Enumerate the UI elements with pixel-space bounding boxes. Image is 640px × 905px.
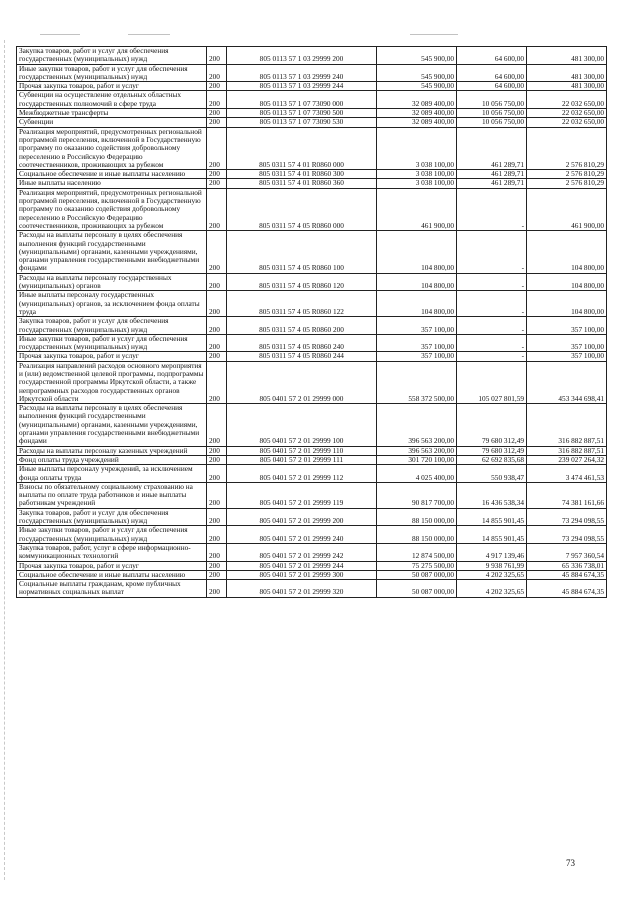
row-dept-code: 200 — [207, 170, 227, 179]
handwritten-mark — [410, 34, 458, 41]
table-row — [17, 317, 607, 335]
row-approved-amount: 4 025 400,00 — [377, 465, 457, 483]
row-budget-code: 805 0401 57 2 01 29999 240 — [227, 526, 377, 544]
row-name: Реализация направлений расходов основного мероприятия и (или) ведомственной целевой программы, подпрограммы государственной программы Иркутской области, а также непрограммных расходов государственных органов Иркутской области — [17, 361, 207, 403]
row-approved-amount: 104 800,00 — [377, 291, 457, 317]
row-budget-code: 805 0113 57 1 07 73090 530 — [227, 118, 377, 127]
row-remaining-amount: 45 884 674,35 — [527, 570, 607, 579]
row-dept-code: 200 — [207, 91, 227, 109]
table-row — [17, 47, 607, 65]
row-approved-amount: 88 150 000,00 — [377, 526, 457, 544]
row-name: Иные закупки товаров, работ и услуг для обеспечения государственных (муниципальных) нужд — [17, 64, 207, 82]
page-number: 73 — [566, 858, 575, 868]
row-executed-amount: - — [457, 188, 527, 230]
budget-execution-table — [16, 46, 607, 598]
table-row — [17, 543, 607, 561]
row-dept-code: 200 — [207, 446, 227, 455]
table-row — [17, 570, 607, 579]
row-executed-amount: 4 202 325,65 — [457, 580, 527, 598]
table-row — [17, 231, 607, 273]
row-approved-amount: 104 800,00 — [377, 273, 457, 291]
row-executed-amount: - — [457, 317, 527, 335]
row-approved-amount: 545 900,00 — [377, 82, 457, 91]
table-row — [17, 91, 607, 109]
row-budget-code: 805 0113 57 1 07 73090 000 — [227, 91, 377, 109]
row-budget-code: 805 0401 57 2 01 29999 242 — [227, 543, 377, 561]
row-executed-amount: 461 289,71 — [457, 170, 527, 179]
table-row — [17, 465, 607, 483]
table-row — [17, 508, 607, 526]
row-remaining-amount: 74 381 161,66 — [527, 482, 607, 508]
row-budget-code: 805 0401 57 2 01 29999 000 — [227, 361, 377, 403]
row-remaining-amount: 2 576 810,29 — [527, 179, 607, 188]
binding-margin-mark — [4, 40, 6, 880]
table-row — [17, 404, 607, 446]
row-dept-code: 200 — [207, 64, 227, 82]
row-name: Иные закупки товаров, работ и услуг для обеспечения государственных (муниципальных) нужд — [17, 334, 207, 352]
row-remaining-amount: 357 100,00 — [527, 334, 607, 352]
table-body — [17, 47, 607, 598]
row-name: Закупка товаров, работ и услуг для обеспечения государственных (муниципальных) нужд — [17, 47, 207, 65]
row-remaining-amount: 2 576 810,29 — [527, 127, 607, 169]
row-dept-code: 200 — [207, 118, 227, 127]
row-executed-amount: 79 680 312,49 — [457, 404, 527, 446]
row-budget-code: 805 0113 57 1 03 29999 200 — [227, 47, 377, 65]
row-dept-code: 200 — [207, 465, 227, 483]
row-remaining-amount: 22 032 650,00 — [527, 109, 607, 118]
row-budget-code: 805 0113 57 1 07 73090 500 — [227, 109, 377, 118]
row-executed-amount: - — [457, 334, 527, 352]
row-dept-code: 200 — [207, 82, 227, 91]
row-executed-amount: 105 027 801,59 — [457, 361, 527, 403]
row-approved-amount: 3 038 100,00 — [377, 170, 457, 179]
row-remaining-amount: 453 344 698,41 — [527, 361, 607, 403]
table-row — [17, 82, 607, 91]
table-row — [17, 118, 607, 127]
row-remaining-amount: 104 800,00 — [527, 231, 607, 273]
row-executed-amount: 4 917 139,46 — [457, 543, 527, 561]
row-remaining-amount: 22 032 650,00 — [527, 118, 607, 127]
row-remaining-amount: 104 800,00 — [527, 291, 607, 317]
row-dept-code: 200 — [207, 317, 227, 335]
row-executed-amount: - — [457, 352, 527, 361]
row-dept-code: 200 — [207, 404, 227, 446]
row-dept-code: 200 — [207, 561, 227, 570]
row-budget-code: 805 0311 57 4 01 R0860 360 — [227, 179, 377, 188]
row-remaining-amount: 2 576 810,29 — [527, 170, 607, 179]
row-approved-amount: 301 720 100,00 — [377, 455, 457, 464]
row-dept-code: 200 — [207, 231, 227, 273]
row-budget-code: 805 0401 57 2 01 29999 111 — [227, 455, 377, 464]
row-name: Закупка товаров, работ, услуг в сфере информационно-коммуникационных технологий — [17, 543, 207, 561]
row-name: Межбюджетные трансферты — [17, 109, 207, 118]
row-dept-code: 200 — [207, 570, 227, 579]
row-budget-code: 805 0401 57 2 01 29999 320 — [227, 580, 377, 598]
row-name: Иные выплаты персоналу учреждений, за исключением фонда оплаты труда — [17, 465, 207, 483]
row-dept-code: 200 — [207, 47, 227, 65]
row-approved-amount: 104 800,00 — [377, 231, 457, 273]
row-budget-code: 805 0401 57 2 01 29999 110 — [227, 446, 377, 455]
row-name: Иные выплаты персоналу государственных (муниципальных) органов, за исключением фонда оплаты труда — [17, 291, 207, 317]
handwritten-mark — [128, 34, 170, 41]
table-row — [17, 291, 607, 317]
table-row — [17, 561, 607, 570]
row-budget-code: 805 0311 57 4 01 R0860 000 — [227, 127, 377, 169]
row-budget-code: 805 0113 57 1 03 29999 244 — [227, 82, 377, 91]
row-approved-amount: 357 100,00 — [377, 334, 457, 352]
row-dept-code: 200 — [207, 526, 227, 544]
row-remaining-amount: 357 100,00 — [527, 352, 607, 361]
row-dept-code: 200 — [207, 179, 227, 188]
row-name: Расходы на выплаты персоналу казенных учреждений — [17, 446, 207, 455]
row-approved-amount: 558 372 500,00 — [377, 361, 457, 403]
table-row — [17, 455, 607, 464]
row-approved-amount: 357 100,00 — [377, 352, 457, 361]
row-remaining-amount: 481 300,00 — [527, 47, 607, 65]
row-name: Иные выплаты населению — [17, 179, 207, 188]
row-executed-amount: 14 855 901,45 — [457, 508, 527, 526]
row-remaining-amount: 3 474 461,53 — [527, 465, 607, 483]
row-remaining-amount: 357 100,00 — [527, 317, 607, 335]
row-executed-amount: 10 056 750,00 — [457, 109, 527, 118]
row-approved-amount: 50 087 000,00 — [377, 580, 457, 598]
row-dept-code: 200 — [207, 508, 227, 526]
table-row — [17, 526, 607, 544]
row-name: Взносы по обязательному социальному страхованию на выплаты по оплате труда работников и иные выплаты работникам учреждений — [17, 482, 207, 508]
row-budget-code: 805 0311 57 4 05 R0860 120 — [227, 273, 377, 291]
table-row — [17, 127, 607, 169]
row-budget-code: 805 0401 57 2 01 29999 112 — [227, 465, 377, 483]
row-name: Закупка товаров, работ и услуг для обеспечения государственных (муниципальных) нужд — [17, 508, 207, 526]
row-executed-amount: 9 938 761,99 — [457, 561, 527, 570]
row-remaining-amount: 73 294 098,55 — [527, 526, 607, 544]
table-row — [17, 334, 607, 352]
handwritten-mark — [40, 34, 80, 41]
row-remaining-amount: 7 957 360,54 — [527, 543, 607, 561]
row-budget-code: 805 0311 57 4 05 R0860 240 — [227, 334, 377, 352]
row-dept-code: 200 — [207, 127, 227, 169]
table-row — [17, 64, 607, 82]
row-executed-amount: - — [457, 273, 527, 291]
row-remaining-amount: 65 336 738,01 — [527, 561, 607, 570]
row-executed-amount: 10 056 750,00 — [457, 91, 527, 109]
table-row — [17, 179, 607, 188]
row-remaining-amount: 461 900,00 — [527, 188, 607, 230]
row-approved-amount: 396 563 200,00 — [377, 404, 457, 446]
row-name: Реализация мероприятий, предусмотренных региональной программой переселения, включенной в Государственную программу по оказанию содействия добровольному переселению в Российскую Федерацию соотечественников, проживающих за рубежом — [17, 127, 207, 169]
row-executed-amount: - — [457, 231, 527, 273]
row-approved-amount: 3 038 100,00 — [377, 179, 457, 188]
row-name: Расходы на выплаты персоналу государственных (муниципальных) органов — [17, 273, 207, 291]
row-approved-amount: 32 089 400,00 — [377, 109, 457, 118]
row-remaining-amount: 316 882 887,51 — [527, 446, 607, 455]
row-dept-code: 200 — [207, 291, 227, 317]
row-remaining-amount: 22 032 650,00 — [527, 91, 607, 109]
row-executed-amount: 64 600,00 — [457, 64, 527, 82]
row-name: Субвенции — [17, 118, 207, 127]
row-dept-code: 200 — [207, 188, 227, 230]
row-budget-code: 805 0113 57 1 03 29999 240 — [227, 64, 377, 82]
row-budget-code: 805 0311 57 4 05 R0860 000 — [227, 188, 377, 230]
row-approved-amount: 50 087 000,00 — [377, 570, 457, 579]
row-name: Закупка товаров, работ и услуг для обеспечения государственных (муниципальных) нужд — [17, 317, 207, 335]
row-executed-amount: 14 855 901,45 — [457, 526, 527, 544]
row-name: Прочая закупка товаров, работ и услуг — [17, 82, 207, 91]
row-executed-amount: 4 202 325,65 — [457, 570, 527, 579]
table-row — [17, 352, 607, 361]
row-dept-code: 200 — [207, 482, 227, 508]
row-approved-amount: 12 874 500,00 — [377, 543, 457, 561]
row-name: Фонд оплаты труда учреждений — [17, 455, 207, 464]
row-name: Иные закупки товаров, работ и услуг для обеспечения государственных (муниципальных) нужд — [17, 526, 207, 544]
row-approved-amount: 88 150 000,00 — [377, 508, 457, 526]
row-approved-amount: 396 563 200,00 — [377, 446, 457, 455]
table-row — [17, 188, 607, 230]
row-remaining-amount: 481 300,00 — [527, 82, 607, 91]
row-budget-code: 805 0401 57 2 01 29999 200 — [227, 508, 377, 526]
row-executed-amount: 10 056 750,00 — [457, 118, 527, 127]
row-remaining-amount: 104 800,00 — [527, 273, 607, 291]
row-remaining-amount: 316 882 887,51 — [527, 404, 607, 446]
row-approved-amount: 545 900,00 — [377, 64, 457, 82]
row-budget-code: 805 0311 57 4 05 R0860 200 — [227, 317, 377, 335]
table-row — [17, 109, 607, 118]
row-approved-amount: 3 038 100,00 — [377, 127, 457, 169]
row-executed-amount: 461 289,71 — [457, 127, 527, 169]
row-budget-code: 805 0311 57 4 05 R0860 100 — [227, 231, 377, 273]
row-approved-amount: 357 100,00 — [377, 317, 457, 335]
row-executed-amount: 64 600,00 — [457, 82, 527, 91]
row-approved-amount: 32 089 400,00 — [377, 118, 457, 127]
row-budget-code: 805 0401 57 2 01 29999 300 — [227, 570, 377, 579]
table-row — [17, 170, 607, 179]
row-executed-amount: 16 436 538,34 — [457, 482, 527, 508]
row-name: Расходы на выплаты персоналу в целях обеспечения выполнения функций государственными (муниципальными) органами, казенными учреждениями, органами управления государственными внебюджетными фондами — [17, 231, 207, 273]
row-executed-amount: 550 938,47 — [457, 465, 527, 483]
row-approved-amount: 32 089 400,00 — [377, 91, 457, 109]
table-row — [17, 482, 607, 508]
row-budget-code: 805 0311 57 4 05 R0860 244 — [227, 352, 377, 361]
row-approved-amount: 75 275 500,00 — [377, 561, 457, 570]
row-executed-amount: - — [457, 291, 527, 317]
row-dept-code: 200 — [207, 334, 227, 352]
row-executed-amount: 461 289,71 — [457, 179, 527, 188]
row-dept-code: 200 — [207, 455, 227, 464]
row-remaining-amount: 481 300,00 — [527, 64, 607, 82]
table-row — [17, 580, 607, 598]
row-budget-code: 805 0311 57 4 05 R0860 122 — [227, 291, 377, 317]
row-dept-code: 200 — [207, 273, 227, 291]
row-name: Расходы на выплаты персоналу в целях обеспечения выполнения функций государственными (муниципальными) органами, казенными учреждениями, органами управления государственными внебюджетными фондами — [17, 404, 207, 446]
row-name: Субвенции на осуществление отдельных областных государственных полномочий в сфере труда — [17, 91, 207, 109]
row-budget-code: 805 0311 57 4 01 R0860 300 — [227, 170, 377, 179]
row-dept-code: 200 — [207, 109, 227, 118]
row-dept-code: 200 — [207, 580, 227, 598]
row-executed-amount: 62 692 835,68 — [457, 455, 527, 464]
row-remaining-amount: 45 884 674,35 — [527, 580, 607, 598]
row-dept-code: 200 — [207, 361, 227, 403]
row-name: Социальное обеспечение и иные выплаты населению — [17, 170, 207, 179]
row-dept-code: 200 — [207, 352, 227, 361]
row-name: Социальные выплаты гражданам, кроме публичных нормативных социальных выплат — [17, 580, 207, 598]
table-row — [17, 446, 607, 455]
row-name: Прочая закупка товаров, работ и услуг — [17, 561, 207, 570]
table-row — [17, 273, 607, 291]
row-budget-code: 805 0401 57 2 01 29999 119 — [227, 482, 377, 508]
row-budget-code: 805 0401 57 2 01 29999 100 — [227, 404, 377, 446]
row-remaining-amount: 239 027 264,32 — [527, 455, 607, 464]
row-approved-amount: 461 900,00 — [377, 188, 457, 230]
row-remaining-amount: 73 294 098,55 — [527, 508, 607, 526]
row-approved-amount: 90 817 700,00 — [377, 482, 457, 508]
row-budget-code: 805 0401 57 2 01 29999 244 — [227, 561, 377, 570]
row-name: Социальное обеспечение и иные выплаты населению — [17, 570, 207, 579]
row-name: Реализация мероприятий, предусмотренных региональной программой переселения, включенной в Государственную программу по оказанию содействия добровольному переселению в Российскую Федерацию соотечественников, проживающих за рубежом — [17, 188, 207, 230]
row-approved-amount: 545 900,00 — [377, 47, 457, 65]
row-name: Прочая закупка товаров, работ и услуг — [17, 352, 207, 361]
row-executed-amount: 79 680 312,49 — [457, 446, 527, 455]
row-executed-amount: 64 600,00 — [457, 47, 527, 65]
table-row — [17, 361, 607, 403]
row-dept-code: 200 — [207, 543, 227, 561]
